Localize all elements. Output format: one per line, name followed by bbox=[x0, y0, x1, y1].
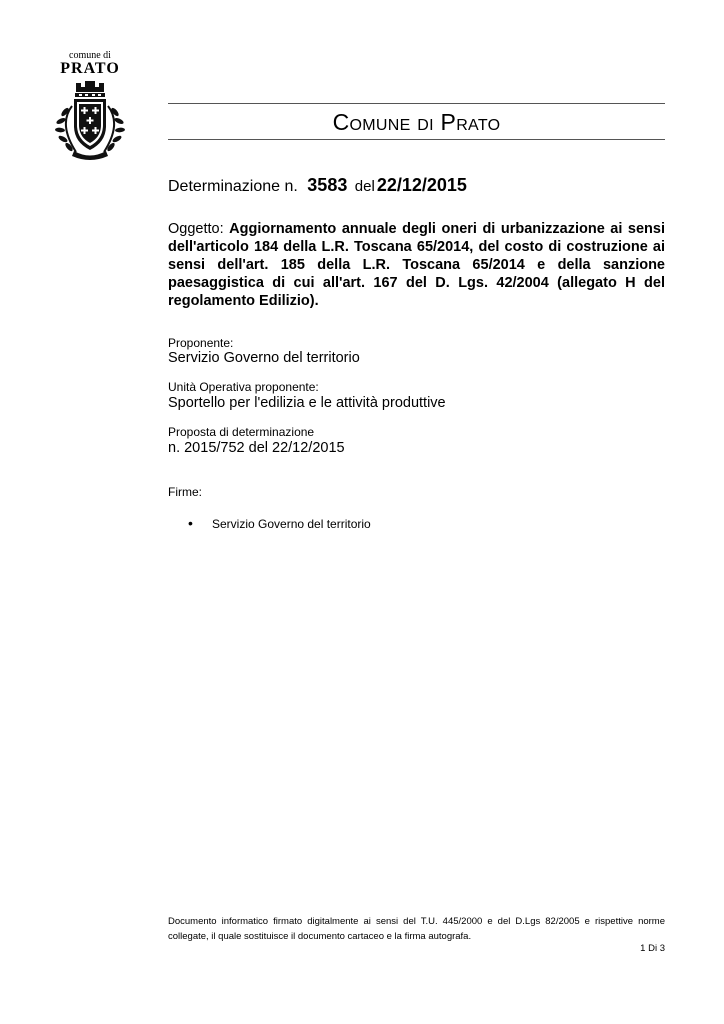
proposal-value: n. 2015/752 del 22/12/2015 bbox=[168, 440, 345, 456]
determination-line bbox=[168, 175, 467, 196]
logo-name: PRATO bbox=[60, 60, 120, 77]
signature-item-text: Servizio Governo del territorio bbox=[212, 517, 371, 531]
signatures-label: Firme: bbox=[168, 485, 202, 499]
subject-text: Aggiornamento annuale degli oneri di urbanizzazione ai sensi dell'articolo 184 della L.R. Toscana 65/2014, del costo di costruzione ai sensi dell'art. 185 della L.R. Toscana 65/2014 e della sanzione paesaggistica di cui all'art. 167 del D. Lgs. 42/2004 (allegato H del regolamento Edilizio). bbox=[168, 221, 666, 309]
proponent-label: Proponente: bbox=[168, 336, 234, 350]
determination-date: 22/12/2015 bbox=[376, 175, 467, 195]
page-number: 1 Di 3 bbox=[640, 943, 665, 954]
proposal-label: Proposta di determinazione bbox=[168, 425, 315, 439]
operative-unit-value: Sportello per l'edilizia e le attività produttive bbox=[168, 395, 446, 411]
determination-number: 3583 bbox=[307, 175, 348, 195]
operative-unit-label: Unità Operativa proponente: bbox=[168, 380, 319, 394]
header-bottom-rule bbox=[168, 139, 665, 140]
coat-of-arms-icon bbox=[50, 80, 130, 165]
bullet-icon: • bbox=[188, 515, 193, 531]
proponent-value: Servizio Governo del territorio bbox=[168, 350, 360, 366]
logo-top-text: comune di bbox=[69, 50, 111, 61]
determination-label: Determinazione n. bbox=[168, 178, 298, 195]
municipality-logo bbox=[50, 50, 130, 77]
subject-label: Oggetto: bbox=[168, 221, 224, 237]
page-title: Comune di Prato bbox=[332, 109, 501, 135]
determination-del-label: del bbox=[354, 178, 375, 195]
header-top-rule bbox=[168, 103, 665, 104]
subject-block bbox=[168, 220, 665, 310]
digital-signature-note: Documento informatico firmato digitalmente ai sensi del T.U. 445/2000 e del D.Lgs 82/2005 e rispettive norme collegate, il quale sostituisce il documento cartaceo e la firma autografa. bbox=[168, 916, 665, 942]
signature-list-item bbox=[188, 515, 371, 532]
